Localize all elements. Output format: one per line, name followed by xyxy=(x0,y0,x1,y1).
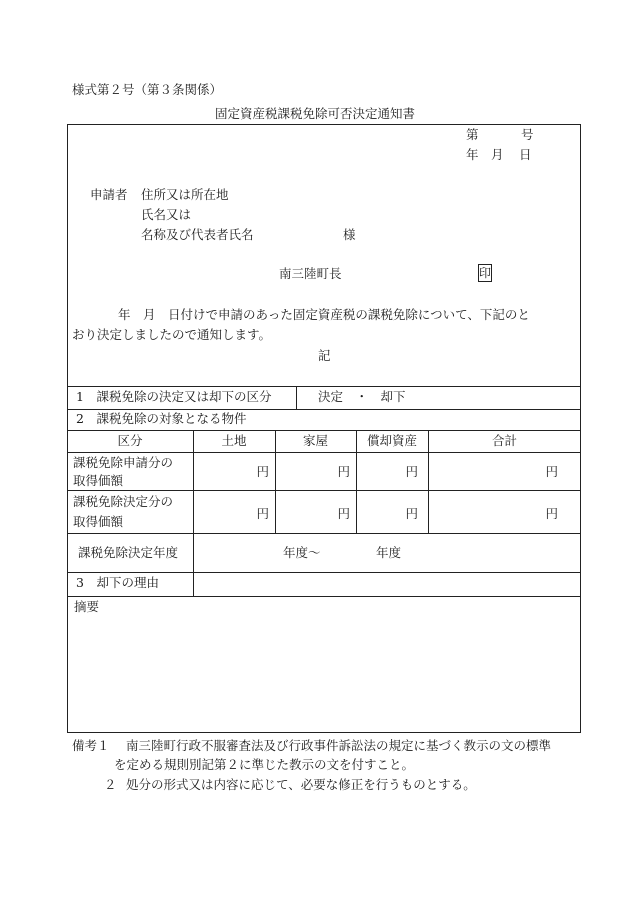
year-label: 課税免除決定年度 xyxy=(78,545,179,560)
row-line-3 xyxy=(67,452,581,453)
remarks-label: 備考１ xyxy=(72,738,110,753)
issuer: 南三陸町長 xyxy=(279,266,342,281)
header-land: 土地 xyxy=(221,433,247,448)
row-line-7 xyxy=(67,596,581,597)
apply-label-2: 取得価額 xyxy=(73,473,124,488)
apply-depreciable-yen: 円 xyxy=(405,464,418,479)
decision-category-label: 1 課税免除の決定又は却下の区分 xyxy=(76,389,272,404)
name-label: 氏名又は xyxy=(141,207,192,222)
date-year: 年 xyxy=(466,147,479,162)
remarks-item1-line1: 南三陸町行政不服審査法及び行政事件訴訟法の規定に基づく教示の文の標準 xyxy=(126,738,552,753)
row-line-2 xyxy=(67,430,581,431)
decision-options: 決定 ・ 却下 xyxy=(318,389,406,404)
apply-label-1: 課税免除申請分の xyxy=(73,455,174,470)
summary-label: 摘要 xyxy=(74,599,100,614)
apply-total-yen: 円 xyxy=(545,464,558,479)
applicant-label: 申請者 xyxy=(90,187,128,202)
apply-house-yen: 円 xyxy=(337,464,350,479)
decide-label-1: 課税免除決定分の xyxy=(73,494,174,509)
row1-divider xyxy=(296,386,297,409)
table-top-line xyxy=(67,386,581,387)
reject-reason-label: 3 却下の理由 xyxy=(76,575,159,590)
address-label: 住所又は所在地 xyxy=(141,187,229,202)
decide-depreciable-yen: 円 xyxy=(405,506,418,521)
header-category: 区分 xyxy=(117,433,143,448)
remarks-item2-number: ２ xyxy=(104,777,117,792)
row-line-1 xyxy=(67,409,581,410)
header-total: 合計 xyxy=(491,433,517,448)
seal-stamp: 印 xyxy=(479,266,492,280)
row-line-5 xyxy=(67,533,581,534)
decide-house-yen: 円 xyxy=(337,506,350,521)
year-to: 年度 xyxy=(376,545,402,560)
honorific: 様 xyxy=(343,227,356,242)
remarks-item2: 処分の形式又は内容に応じて、必要な修正を行うものとする。 xyxy=(126,777,476,792)
apply-land-yen: 円 xyxy=(256,464,269,479)
number-prefix: 第 xyxy=(466,127,479,142)
target-property-label: 2 課税免除の対象となる物件 xyxy=(76,411,247,426)
decide-label-2: 取得価額 xyxy=(73,514,124,529)
date-month: 月 xyxy=(491,147,504,162)
header-house: 家屋 xyxy=(302,433,328,448)
decide-land-yen: 円 xyxy=(256,506,269,521)
decide-total-yen: 円 xyxy=(545,506,558,521)
org-label: 名称及び代表者氏名 xyxy=(141,227,254,242)
date-day: 日 xyxy=(519,147,532,162)
ki-mark: 記 xyxy=(318,348,331,363)
header-depreciable: 償却資産 xyxy=(366,433,417,448)
row-line-4 xyxy=(67,490,581,491)
body-line-1: 年 月 日付けで申請のあった固定資産税の課税免除について、下記のと xyxy=(118,307,530,322)
number-suffix: 号 xyxy=(521,127,534,142)
row-line-6 xyxy=(67,572,581,573)
remarks-item1-line2: を定める規則別記第２に準じた教示の文を付すこと。 xyxy=(114,757,415,772)
form-number: 様式第２号（第３条関係） xyxy=(72,82,223,97)
col-divider-lower xyxy=(193,533,194,596)
document-title: 固定資産税課税免除可否決定通知書 xyxy=(214,106,415,121)
body-line-2: おり決定しましたので通知します。 xyxy=(72,327,272,342)
year-from: 年度～ xyxy=(283,545,321,560)
